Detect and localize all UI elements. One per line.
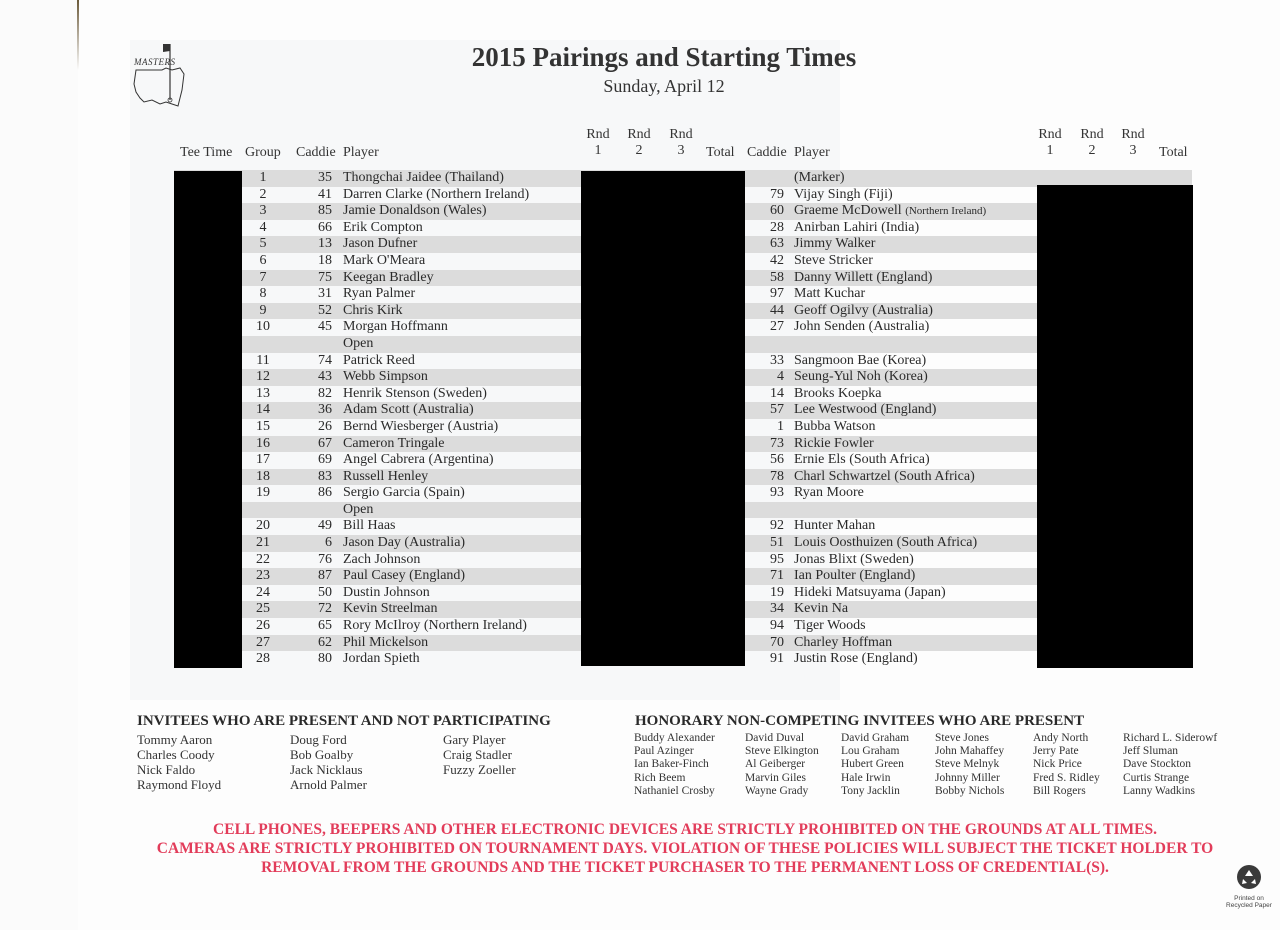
rnd-label: Rnd [1121, 127, 1145, 142]
honorary-name: Ian Baker-Finch [634, 758, 709, 771]
player-name: Hunter Mahan [794, 518, 876, 534]
player-name: Adam Scott (Australia) [343, 402, 474, 418]
player-name: Brooks Koepka [794, 385, 882, 401]
recycle-label: Printed on [1234, 895, 1264, 902]
player-name: Jamie Donaldson (Wales) [343, 203, 487, 219]
caddie-number: 69 [318, 452, 332, 468]
invitee-name: Craig Stadler [443, 747, 512, 762]
caddie-number: 1 [777, 418, 784, 434]
rnd-number: 2 [1088, 143, 1096, 158]
group-number: 18 [256, 468, 270, 484]
caddie-number: 94 [770, 618, 784, 634]
caddie-number: 51 [770, 535, 784, 551]
invitee-name: Tommy Aaron [137, 732, 213, 747]
caddie-number: 78 [770, 468, 784, 484]
header-total-left: Total [706, 145, 735, 160]
caddie-number: 72 [318, 601, 332, 617]
group-number: 9 [259, 302, 267, 318]
honorary-name: David Graham [841, 732, 910, 744]
honorary-name: Curtis Strange [1123, 771, 1190, 784]
caddie-number: 97 [770, 286, 784, 302]
player-name: John Senden (Australia) [794, 319, 930, 335]
caddie-number: 63 [770, 236, 784, 252]
player-name: Ian Poulter (England) [794, 568, 916, 584]
group-number: 4 [259, 219, 267, 235]
header-rnd2-right [1077, 127, 1107, 159]
player-name: Darren Clarke (Northern Ireland) [343, 186, 530, 202]
player-name: Zach Johnson [343, 551, 421, 567]
header-caddie-left: Caddie [296, 145, 336, 160]
warning-line: CELL PHONES, BEEPERS AND OTHER ELECTRONIC DEVICES ARE STRICTLY PROHIBITED ON THE GROUNDS AT ALL TIMES. [213, 821, 1157, 838]
honorary-name: Hale Irwin [841, 771, 891, 784]
caddie-number: 73 [770, 435, 784, 451]
rnd-label: Rnd [669, 127, 693, 142]
caddie-number: 83 [318, 468, 332, 484]
caddie-number: 66 [318, 219, 332, 235]
honorary-column [634, 732, 715, 798]
group-number: 8 [259, 286, 267, 302]
player-name: Charley Hoffman [794, 634, 893, 650]
invitee-name: Charles Coody [137, 747, 215, 762]
player-name: Ryan Palmer [343, 286, 416, 302]
rnd-number: 3 [677, 143, 685, 158]
honorary-name: Buddy Alexander [634, 732, 715, 744]
invitees-column [443, 732, 516, 777]
group-number: 17 [256, 452, 270, 468]
group-number: 14 [256, 402, 270, 418]
caddie-number: 26 [318, 418, 332, 434]
honorary-name: Al Geiberger [745, 758, 806, 771]
honorary-name: Steve Melnyk [935, 758, 1000, 771]
honorary-invitees-heading: HONORARY NON-COMPETING INVITEES WHO ARE PRESENT [635, 713, 1085, 729]
caddie-number: 76 [318, 551, 332, 567]
caddie-number: 31 [318, 286, 332, 302]
group-number: 1 [259, 170, 267, 185]
caddie-number: 70 [770, 634, 784, 650]
caddie-number: 58 [770, 269, 784, 285]
player-name: Kevin Streelman [343, 601, 438, 617]
honorary-name: Marvin Giles [745, 771, 807, 784]
player-name: Ernie Els (South Africa) [794, 452, 930, 468]
honorary-name: Fred S. Ridley [1033, 771, 1100, 784]
player-name: (Marker) [794, 170, 845, 185]
caddie-number: 35 [318, 170, 332, 185]
honorary-name: David Duval [745, 732, 805, 744]
player-name: Keegan Bradley [343, 269, 434, 285]
player-name: Geoff Ogilvy (Australia) [794, 302, 933, 318]
caddie-number: 62 [318, 634, 332, 650]
player-name: Paul Casey (England) [343, 568, 466, 584]
player-name: Russell Henley [343, 468, 429, 484]
player-name: Dustin Johnson [343, 584, 430, 600]
honorary-name: Lanny Wadkins [1123, 784, 1196, 797]
player-name: Justin Rose (England) [794, 651, 918, 667]
recycled-paper-mark [1226, 864, 1272, 909]
rnd-label: Rnd [627, 127, 651, 142]
honorary-column [935, 732, 1004, 798]
header-rnd1-left [583, 127, 613, 159]
honorary-column [841, 732, 909, 798]
invitees-column [137, 732, 221, 792]
caddie-number: 34 [770, 601, 784, 617]
honorary-name: Jeff Sluman [1123, 745, 1179, 758]
player-name: Rickie Fowler [794, 435, 874, 451]
rnd-number: 2 [635, 143, 643, 158]
group-number: 21 [256, 535, 270, 551]
honorary-name: Tony Jacklin [841, 784, 900, 797]
group-number: 15 [256, 418, 270, 434]
header-rnd3-right [1118, 127, 1148, 159]
rnd-number: 1 [1046, 143, 1054, 158]
caddie-number: 6 [325, 535, 332, 551]
honorary-name: Wayne Grady [745, 784, 809, 797]
player-name: Bill Haas [343, 518, 396, 534]
header-rnd3-left [666, 127, 696, 159]
player-name: Ryan Moore [794, 485, 864, 501]
player-name: Anirban Lahiri (India) [794, 219, 920, 235]
rnd-label: Rnd [586, 127, 610, 142]
group-number: 12 [256, 369, 270, 385]
group-number: 10 [256, 319, 270, 335]
caddie-number: 95 [770, 551, 784, 567]
caddie-number: 49 [318, 518, 332, 534]
player-name [794, 203, 986, 220]
header-tee-time: Tee Time [180, 145, 233, 160]
caddie-number: 57 [770, 402, 784, 418]
caddie-number: 14 [770, 385, 784, 401]
header-player-right: Player [794, 145, 830, 160]
player-name: Matt Kuchar [794, 286, 866, 302]
caddie-number: 36 [318, 402, 332, 418]
player-name: Patrick Reed [343, 352, 415, 368]
warning-line: REMOVAL FROM THE GROUNDS AND THE TICKET PURCHASER TO THE PERMANENT LOSS OF CREDENTIAL(S). [261, 859, 1109, 876]
group-number: 27 [256, 634, 270, 650]
player-name: Lee Westwood (England) [794, 402, 937, 418]
invitee-name: Fuzzy Zoeller [443, 762, 516, 777]
invitee-name: Jack Nicklaus [290, 762, 363, 777]
caddie-number: 79 [770, 186, 784, 202]
honorary-name: John Mahaffey [935, 745, 1005, 758]
caddie-number: 19 [770, 584, 784, 600]
redacted-scores-left [581, 171, 745, 666]
player-name: Kevin Na [794, 601, 849, 617]
caddie-number: 50 [318, 584, 332, 600]
caddie-number: 43 [318, 369, 332, 385]
group-number: 5 [259, 236, 267, 252]
warning-line: CAMERAS ARE STRICTLY PROHIBITED ON TOURNAMENT DAYS. VIOLATION OF THESE POLICIES WILL SUBJECT THE TICKET HOLDER TO [156, 840, 1214, 857]
invitee-name: Doug Ford [290, 732, 347, 747]
invitee-name: Arnold Palmer [290, 777, 367, 792]
player-name: Jimmy Walker [794, 236, 876, 252]
caddie-number: 65 [318, 618, 332, 634]
invitees-present-heading: INVITEES WHO ARE PRESENT AND NOT PARTICIPATING [137, 713, 551, 729]
group-number: 3 [259, 203, 267, 219]
honorary-name: Bobby Nichols [935, 784, 1005, 797]
player-name: Webb Simpson [343, 369, 428, 385]
caddie-number: 93 [770, 485, 784, 501]
honorary-name: Jerry Pate [1033, 745, 1079, 758]
honorary-name: Steve Jones [935, 732, 989, 744]
honorary-name: Steve Elkington [745, 745, 819, 758]
invitee-name: Nick Faldo [137, 762, 196, 777]
player-country: (Northern Ireland) [905, 205, 987, 218]
group-number: 23 [256, 568, 270, 584]
player-name: Louis Oosthuizen (South Africa) [794, 535, 978, 551]
invitee-name: Bob Goalby [290, 747, 354, 762]
header-rnd2-left [624, 127, 654, 159]
player-name: Hideki Matsuyama (Japan) [794, 584, 946, 600]
header-total-right: Total [1159, 145, 1188, 160]
redacted-scores-right [1037, 185, 1193, 668]
open-slot-label: Open [343, 335, 374, 351]
player-name: Erik Compton [343, 219, 423, 235]
honorary-name: Richard L. Siderowf [1123, 732, 1218, 744]
page-title: 2015 Pairings and Starting Times [471, 42, 857, 72]
honorary-name: Nathaniel Crosby [634, 784, 715, 797]
player-name: Steve Stricker [794, 252, 873, 268]
player-name: Charl Schwartzel (South Africa) [794, 468, 975, 484]
player-name: Morgan Hoffmann [343, 319, 448, 335]
player-name: Bubba Watson [794, 418, 876, 434]
player-name: Rory McIlroy (Northern Ireland) [343, 618, 527, 634]
caddie-number: 52 [318, 302, 332, 318]
player-name: Jonas Blixt (Sweden) [794, 551, 914, 567]
rnd-label: Rnd [1080, 127, 1104, 142]
caddie-number: 67 [318, 435, 332, 451]
player-name: Thongchai Jaidee (Thailand) [343, 170, 504, 185]
honorary-name: Paul Azinger [634, 745, 694, 758]
honorary-name: Andy North [1033, 732, 1089, 744]
honorary-name: Lou Graham [841, 745, 900, 758]
group-number: 6 [259, 252, 267, 268]
group-number: 2 [259, 186, 267, 202]
player-name: Seung-Yul Noh (Korea) [794, 369, 928, 385]
svg-text:MASTERS: MASTERS [134, 57, 176, 67]
caddie-number: 45 [318, 319, 332, 335]
player-name: Sergio Garcia (Spain) [343, 485, 465, 501]
player-name: Chris Kirk [343, 302, 403, 318]
honorary-name: Hubert Green [841, 758, 904, 771]
group-number: 7 [259, 269, 267, 285]
invitee-name: Gary Player [443, 732, 506, 747]
player-name: Bernd Wiesberger (Austria) [343, 418, 499, 434]
caddie-number: 33 [770, 352, 784, 368]
group-number: 11 [256, 352, 270, 368]
group-number: 22 [256, 551, 270, 567]
recycle-icon [1236, 864, 1262, 890]
rnd-number: 3 [1129, 143, 1137, 158]
caddie-number: 56 [770, 452, 784, 468]
caddie-number: 91 [770, 651, 784, 667]
invitees-column [290, 732, 367, 792]
player-name-text: Graeme McDowell [794, 203, 902, 219]
honorary-name: Bill Rogers [1033, 784, 1086, 797]
honorary-column [1033, 732, 1100, 798]
group-number: 20 [256, 518, 270, 534]
caddie-number: 85 [318, 203, 332, 219]
player-name: Jason Day (Australia) [343, 535, 466, 551]
rnd-number: 1 [594, 143, 602, 158]
header-group: Group [245, 145, 281, 160]
open-slot-label: Open [343, 501, 374, 517]
group-number: 25 [256, 601, 270, 617]
caddie-number: 80 [318, 651, 332, 667]
honorary-column [745, 732, 819, 798]
caddie-number: 41 [318, 186, 332, 202]
caddie-number: 87 [318, 568, 332, 584]
caddie-number: 71 [770, 568, 784, 584]
player-name: Jordan Spieth [343, 651, 420, 667]
honorary-column [1123, 732, 1217, 798]
caddie-number: 42 [770, 252, 784, 268]
caddie-number: 60 [770, 203, 784, 219]
player-name: Angel Cabrera (Argentina) [343, 452, 494, 468]
honorary-name: Johnny Miller [935, 771, 1000, 784]
caddie-number: 4 [777, 369, 784, 385]
rnd-label: Rnd [1038, 127, 1062, 142]
player-name: Phil Mickelson [343, 634, 429, 650]
player-name: Jason Dufner [343, 236, 418, 252]
honorary-name: Rich Beem [634, 771, 686, 784]
invitee-name: Raymond Floyd [137, 777, 222, 792]
device-policy-warning [0, 820, 1280, 877]
group-number: 16 [256, 435, 270, 451]
caddie-number: 44 [770, 302, 784, 318]
caddie-number: 74 [318, 352, 332, 368]
header-player-left: Player [343, 145, 379, 160]
caddie-number: 75 [318, 269, 332, 285]
group-number: 19 [256, 485, 270, 501]
group-number: 26 [256, 618, 270, 634]
group-number: 13 [256, 385, 270, 401]
caddie-number: 18 [318, 252, 332, 268]
caddie-number: 13 [318, 236, 332, 252]
player-name: Tiger Woods [794, 618, 866, 634]
honorary-name: Dave Stockton [1123, 758, 1192, 771]
player-name: Henrik Stenson (Sweden) [343, 385, 487, 401]
player-name: Mark O'Meara [343, 252, 426, 268]
caddie-number: 92 [770, 518, 784, 534]
group-number: 24 [256, 584, 270, 600]
header-rnd1-right [1035, 127, 1065, 159]
recycle-label: Recycled Paper [1226, 902, 1272, 909]
player-name: Cameron Tringale [343, 435, 445, 451]
caddie-number: 82 [318, 385, 332, 401]
player-name: Vijay Singh (Fiji) [794, 186, 893, 202]
caddie-number: 27 [770, 319, 784, 335]
honorary-name: Nick Price [1033, 758, 1082, 771]
page-subtitle: Sunday, April 12 [603, 76, 725, 96]
redacted-tee-times [174, 171, 242, 668]
caddie-number: 86 [318, 485, 332, 501]
caddie-number: 28 [770, 219, 784, 235]
header-caddie-right: Caddie [747, 145, 787, 160]
player-name: Sangmoon Bae (Korea) [794, 352, 927, 368]
player-name: Danny Willett (England) [794, 269, 933, 285]
group-number: 28 [256, 651, 270, 667]
